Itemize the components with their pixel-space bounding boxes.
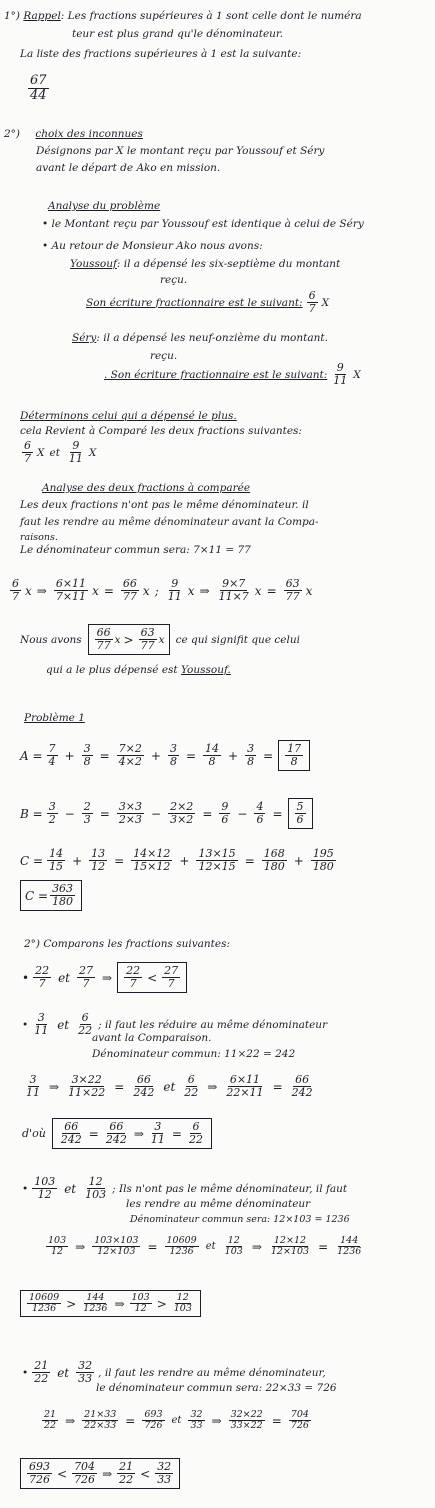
denominator: 77 bbox=[285, 590, 300, 603]
denominator: 12 bbox=[37, 1188, 52, 1201]
denominator: 3×2 bbox=[170, 813, 194, 826]
numerator: 9 bbox=[171, 577, 179, 590]
fraction bbox=[24, 1074, 42, 1099]
fraction bbox=[82, 743, 93, 768]
denominator: 6 bbox=[296, 813, 304, 826]
choix-label: choix des inconnues bbox=[35, 128, 143, 140]
fraction bbox=[162, 965, 180, 990]
revient-text: cela Revient à Comparé les deux fractions suivantes: bbox=[20, 425, 302, 437]
denominator: 22 bbox=[184, 1086, 199, 1099]
fraction bbox=[54, 578, 88, 603]
compare-1: • $\frac{22}{7}$ et $\frac{27}{7}$ ⇒ $\frac{22}{7}$ < $\frac{27}{7}$ bbox=[22, 962, 187, 993]
denominator: 1236 bbox=[32, 1303, 57, 1314]
fraction bbox=[77, 965, 95, 990]
fraction bbox=[295, 801, 306, 826]
numerator: 144 bbox=[340, 1235, 359, 1246]
denominator: 7 bbox=[38, 977, 46, 990]
numerator: 66 bbox=[136, 1073, 151, 1086]
fraction bbox=[81, 1293, 109, 1314]
denominator: 103 bbox=[224, 1246, 243, 1257]
denominator: 7 bbox=[308, 302, 316, 315]
fraction bbox=[66, 1074, 107, 1099]
denominator: 44 bbox=[30, 88, 47, 103]
denominator: 11 bbox=[26, 1086, 40, 1099]
numerator: 21×33 bbox=[84, 1409, 117, 1420]
compare-3-header: • $\frac{103}{12}$ et $\frac{12}{103}$ ; Ils n'ont pas le même dénominateur, il faut bbox=[22, 1175, 348, 1201]
numerator: 21 bbox=[44, 1409, 57, 1420]
denominator: 7 bbox=[167, 977, 175, 990]
numerator: 3×22 bbox=[71, 1073, 102, 1086]
compare-2-equation: $\frac{3}{11}$ ⇒ $\frac{3\times 22}{11\times 22}$ = $\frac{66}{242}$ et $\frac{6}{22}$ ⇒ $\frac{6\times 11}{22\times 11}$ = $\frac{66}{242}$ bbox=[26, 1073, 313, 1099]
fraction bbox=[83, 1176, 108, 1201]
numerator: 12 bbox=[176, 1292, 189, 1303]
denominator: 7 bbox=[12, 590, 19, 603]
rappel-text-1: : Les fractions supérieures à 1 sont celle dont le numéra bbox=[60, 10, 362, 22]
denominator: 12×103 bbox=[97, 1246, 136, 1257]
denominator: 2×3 bbox=[118, 813, 143, 826]
numerator: 693 bbox=[144, 1409, 163, 1420]
fraction bbox=[172, 1293, 194, 1314]
fraction bbox=[168, 743, 179, 768]
denominator: 8 bbox=[83, 755, 91, 768]
fraction bbox=[32, 1176, 57, 1201]
numerator: 32×22 bbox=[230, 1409, 263, 1420]
denominator: 726 bbox=[29, 1473, 50, 1486]
denominator: 12 bbox=[91, 860, 106, 873]
denominator: 1236 bbox=[83, 1303, 108, 1314]
numerator: 13×15 bbox=[198, 847, 236, 860]
fraction bbox=[59, 1121, 84, 1146]
fraction bbox=[104, 1121, 129, 1146]
result-box: $\frac{10609}{1236}$ > $\frac{144}{1236}$ ⇒ $\frac{103}{12}$ > $\frac{12}{103}$ bbox=[20, 1290, 201, 1317]
compare-3-text-3: Dénominateur commun sera: 12×103 = 1236 bbox=[130, 1214, 350, 1225]
analyse-2-heading: Analyse des deux fractions à comparée bbox=[42, 482, 251, 494]
denominator: 6 bbox=[221, 813, 229, 826]
compare-2-text-2: avant la Comparaison. bbox=[92, 1032, 212, 1044]
fraction bbox=[166, 578, 184, 603]
fraction bbox=[149, 1121, 167, 1146]
numerator: 32 bbox=[78, 1359, 93, 1372]
numerator: 195 bbox=[312, 847, 334, 860]
fraction bbox=[139, 627, 157, 652]
denominator: 1236 bbox=[169, 1246, 194, 1257]
denominator: 726 bbox=[144, 1420, 163, 1431]
fraction bbox=[335, 1236, 363, 1257]
denominator: 242 bbox=[60, 1133, 82, 1146]
numerator: 3×3 bbox=[118, 800, 143, 813]
denominator: 7 bbox=[24, 452, 31, 465]
denominator: 242 bbox=[291, 1086, 313, 1099]
youssouf-fraction-line: Son écriture fractionnaire est le suivant: $\frac{6}{7}$ X bbox=[86, 289, 330, 315]
fraction bbox=[203, 743, 221, 768]
denominator: 103 bbox=[85, 1188, 107, 1201]
numerator: 13 bbox=[91, 847, 106, 860]
fraction bbox=[95, 627, 113, 652]
numerator: 6×11 bbox=[55, 577, 87, 590]
fraction bbox=[285, 743, 303, 768]
fraction bbox=[28, 74, 49, 103]
compare-4-result bbox=[20, 1458, 180, 1489]
analyse-2-text-1: Les deux fractions n'ont pas le même dénominateur. il bbox=[20, 499, 309, 511]
denominator: 33×22 bbox=[230, 1420, 263, 1431]
numerator: 7 bbox=[48, 742, 56, 755]
denominator: 33 bbox=[157, 1473, 172, 1486]
numerator: 6×11 bbox=[229, 1073, 261, 1086]
compare-4-equation: $\frac{21}{22}$ ⇒ $\frac{21\times 33}{22\times 33}$ = $\frac{693}{726}$ et $\frac{32}{33}$ ⇒ $\frac{32\times 22}{33\times 22}$ = $\frac{704}{726}$ bbox=[44, 1409, 309, 1431]
fraction bbox=[33, 965, 51, 990]
section-1-heading bbox=[4, 10, 362, 22]
numerator: 2×2 bbox=[170, 800, 194, 813]
fraction bbox=[47, 743, 58, 768]
numerator: 6 bbox=[81, 1011, 89, 1024]
numerator: 103×103 bbox=[94, 1235, 139, 1246]
denominator: 11×7 bbox=[218, 590, 249, 603]
section-number: 1°) bbox=[4, 10, 21, 22]
denominator: 4×2 bbox=[118, 755, 142, 768]
result-box: $\frac{66}{242}$ = $\frac{66}{242}$ ⇒ $\frac{3}{11}$ = $\frac{6}{22}$ bbox=[52, 1118, 212, 1149]
fraction bbox=[72, 1461, 97, 1486]
numerator: 4 bbox=[256, 800, 264, 813]
equation-B: B = $\frac{3}{2}$ − $\frac{2}{3}$ = $\frac{3\times 3}{2\times 3}$ − $\frac{2\times 2}{3\times 2}$ = $\frac{9}{6}$ − $\frac{4}{6}$ = $\frac{5}{6}$ bbox=[20, 798, 313, 829]
numerator: 32 bbox=[157, 1460, 172, 1473]
fraction bbox=[50, 883, 75, 908]
recu-text-2: reçu. bbox=[150, 350, 178, 362]
fraction bbox=[47, 848, 65, 873]
common-denominator-text: Le dénominateur commun sera: 7×11 = 77 bbox=[20, 544, 251, 556]
numerator: 12×12 bbox=[273, 1235, 307, 1246]
denominator: 180 bbox=[52, 895, 74, 908]
sery-line: Séry: il a dépensé les neuf-onzième du montant. bbox=[72, 332, 328, 344]
numerator: 12 bbox=[88, 1175, 103, 1188]
recu-text: reçu. bbox=[160, 274, 188, 286]
fraction bbox=[155, 1461, 173, 1486]
denominator: 1236 bbox=[337, 1246, 362, 1257]
denominator: 4 bbox=[48, 755, 56, 768]
numerator: 6 bbox=[308, 289, 316, 302]
denominator: 22 bbox=[34, 1372, 49, 1385]
numerator: 10609 bbox=[29, 1292, 60, 1303]
denominator: 3 bbox=[83, 813, 91, 826]
fraction bbox=[131, 1074, 156, 1099]
designons-text: Désignons par X le montant reçu par Youssouf et Séry bbox=[36, 145, 325, 157]
fraction bbox=[32, 1012, 50, 1037]
fraction bbox=[47, 801, 58, 826]
numerator: 3 bbox=[247, 742, 255, 755]
answer-youssouf: Youssouf. bbox=[181, 664, 231, 676]
fraction bbox=[142, 1410, 164, 1431]
denominator: 12×103 bbox=[270, 1246, 310, 1257]
numerator: 14×12 bbox=[133, 847, 171, 860]
fraction bbox=[27, 1293, 61, 1314]
compare-2-text-3: Dénominateur commun: 11×22 = 242 bbox=[92, 1048, 296, 1060]
denominator: 22 bbox=[119, 1473, 134, 1486]
denominator: 11 bbox=[150, 1133, 165, 1146]
denominator: 2 bbox=[48, 813, 56, 826]
fraction bbox=[46, 1236, 68, 1257]
compare-3-equation: $\frac{103}{12}$ ⇒ $\frac{103\times 103}{12\times 103}$ = $\frac{10609}{1236}$ et $\frac{12}{103}$ ⇒ $\frac{12\times 12}{12\times 103}$ = $\frac{144}{1236}$ bbox=[48, 1235, 362, 1257]
numerator: 2 bbox=[83, 800, 91, 813]
numerator: 17 bbox=[287, 742, 302, 755]
denominator: 11 bbox=[167, 590, 182, 603]
fraction bbox=[245, 743, 256, 768]
numerator: 66 bbox=[295, 1073, 310, 1086]
rappel-text-2: teur est plus grand qu'le dénominateur. bbox=[72, 28, 284, 40]
numerator: 3 bbox=[37, 1011, 45, 1024]
bullet-2: • Au retour de Monsieur Ako nous avons: bbox=[42, 240, 263, 252]
numerator: 9 bbox=[72, 439, 80, 452]
compare-3-result bbox=[20, 1290, 201, 1317]
denominator: 12 bbox=[134, 1303, 147, 1314]
fraction bbox=[219, 801, 230, 826]
fraction bbox=[182, 1074, 200, 1099]
numerator: 168 bbox=[263, 847, 285, 860]
denominator: 7 bbox=[129, 977, 137, 990]
fraction bbox=[165, 1236, 199, 1257]
numerator: 704 bbox=[74, 1460, 96, 1473]
result-C bbox=[20, 880, 82, 911]
denominator: 12 bbox=[51, 1246, 64, 1257]
numerator: 103 bbox=[34, 1175, 56, 1188]
denominator: 242 bbox=[133, 1086, 155, 1099]
fraction bbox=[217, 578, 251, 603]
youssouf-line: Youssouf: il a dépensé les six-septième du montant bbox=[70, 258, 341, 270]
fraction bbox=[76, 1360, 94, 1385]
result-box bbox=[288, 798, 313, 829]
numerator: 693 bbox=[29, 1460, 50, 1473]
fraction bbox=[168, 801, 195, 826]
numerator: 27 bbox=[164, 964, 179, 977]
numerator: 67 bbox=[30, 73, 47, 88]
fraction bbox=[117, 801, 144, 826]
numerator: 6 bbox=[192, 1120, 200, 1133]
denominator: 22 bbox=[188, 1133, 203, 1146]
numerator: 6 bbox=[187, 1073, 195, 1086]
fraction bbox=[124, 965, 142, 990]
fraction bbox=[67, 440, 85, 465]
denominator: 22 bbox=[78, 1024, 93, 1037]
denominator: 11 bbox=[34, 1024, 49, 1037]
denominator: 8 bbox=[208, 755, 216, 768]
result-box: $\frac{693}{726}$ < $\frac{704}{726}$ ⇒ $\frac{21}{22}$ < $\frac{32}{33}$ bbox=[20, 1458, 180, 1489]
numerator: 3 bbox=[154, 1120, 162, 1133]
denominator: 242 bbox=[105, 1133, 127, 1146]
section-2-heading: 2°) choix des inconnues bbox=[4, 128, 143, 140]
numerator: 363 bbox=[52, 882, 74, 895]
probleme-1-heading: Problème 1 bbox=[24, 712, 85, 724]
fraction bbox=[27, 1461, 52, 1486]
denominator: 15 bbox=[49, 860, 64, 873]
numerator: 6 bbox=[12, 577, 19, 590]
numerator: 7×2 bbox=[118, 742, 142, 755]
denominator: 103 bbox=[173, 1303, 192, 1314]
equation-row: $\frac{6}{7}$ x ⇒ $\frac{6\times 11}{7\times 11}$ x = $\frac{66}{77}$ x ; $\frac{9}{11}$ x ⇒ $\frac{9\times 7}{11\times 7}$ x = $\frac{63}{77}$ x bbox=[12, 577, 313, 603]
numerator: 22 bbox=[126, 964, 141, 977]
numerator: 3 bbox=[29, 1073, 37, 1086]
fraction bbox=[188, 1410, 204, 1431]
numerator: 9 bbox=[221, 800, 229, 813]
answer-fraction bbox=[26, 74, 51, 103]
numerator: 66 bbox=[96, 626, 111, 639]
denominator: 22×33 bbox=[84, 1420, 117, 1431]
denominator: 11 bbox=[68, 452, 83, 465]
fraction bbox=[187, 1121, 205, 1146]
fraction bbox=[284, 578, 302, 603]
denominator: 77 bbox=[96, 639, 111, 652]
fraction bbox=[121, 578, 139, 603]
determinons-heading: Déterminons celui qui a dépensé le plus. bbox=[20, 410, 237, 422]
numerator: 27 bbox=[79, 964, 94, 977]
denominator: 6 bbox=[256, 813, 264, 826]
numerator: 21 bbox=[34, 1359, 49, 1372]
denominator: 11 bbox=[333, 374, 348, 387]
numerator: 103 bbox=[131, 1292, 150, 1303]
numerator: 10609 bbox=[166, 1235, 197, 1246]
numerator: 63 bbox=[140, 626, 155, 639]
rappel-label: Rappel bbox=[23, 10, 61, 22]
youssouf-label: Youssouf bbox=[70, 258, 117, 270]
rappel-text-3: La liste des fractions supérieures à 1 est la suivante: bbox=[20, 48, 302, 60]
numerator: 32 bbox=[190, 1409, 203, 1420]
denominator: 77 bbox=[140, 639, 155, 652]
comparons-heading: 2°) Comparons les fractions suivantes: bbox=[24, 938, 231, 950]
fraction bbox=[307, 290, 318, 315]
fraction bbox=[22, 440, 33, 465]
fraction bbox=[223, 1236, 245, 1257]
denominator: 33 bbox=[190, 1420, 203, 1431]
numerator: 66 bbox=[109, 1120, 124, 1133]
numerator: 9 bbox=[336, 361, 344, 374]
fraction bbox=[10, 578, 21, 603]
denominator: 22×11 bbox=[226, 1086, 264, 1099]
numerator: 5 bbox=[296, 800, 304, 813]
fraction bbox=[92, 1236, 140, 1257]
numerator: 21 bbox=[119, 1460, 134, 1473]
denominator: 7 bbox=[82, 977, 90, 990]
result-box: $\frac{66}{77}$ x > $\frac{63}{77}$ x bbox=[88, 624, 170, 655]
avant-text: avant le départ de Ako en mission. bbox=[36, 162, 221, 174]
bullet-1: • le Montant reçu par Youssouf est identique à celui de Séry bbox=[42, 218, 364, 230]
analyse-heading: Analyse du problème bbox=[48, 200, 161, 212]
compare-4-header: • $\frac{21}{22}$ et $\frac{32}{33}$ , il faut les rendre au même dénominateur, bbox=[22, 1359, 326, 1385]
fraction bbox=[196, 848, 237, 873]
denominator: 22 bbox=[44, 1420, 57, 1431]
numerator: 3 bbox=[83, 742, 91, 755]
compare-3-text-2: les rendre au même dénominateur bbox=[126, 1198, 311, 1210]
numerator: 66 bbox=[64, 1120, 79, 1133]
denominator: 33 bbox=[78, 1372, 93, 1385]
compare-2-result: d'où $\frac{66}{242}$ = $\frac{66}{242}$ ⇒ $\frac{3}{11}$ = $\frac{6}{22}$ bbox=[22, 1118, 212, 1149]
analyse-2-text-2: faut les rendre au même dénominateur avant la Compa- bbox=[20, 516, 319, 528]
numerator: 3 bbox=[48, 800, 56, 813]
two-fractions: $\frac{6}{7}$ X et $\frac{9}{11}$ X bbox=[24, 439, 97, 465]
fraction bbox=[331, 362, 349, 387]
numerator: 63 bbox=[285, 577, 300, 590]
denominator: 15×12 bbox=[133, 860, 171, 873]
denominator: 7×11 bbox=[55, 590, 87, 603]
fraction bbox=[311, 848, 336, 873]
fraction bbox=[82, 801, 93, 826]
denominator: 180 bbox=[263, 860, 285, 873]
denominator: 77 bbox=[122, 590, 137, 603]
numerator: 704 bbox=[290, 1409, 309, 1420]
sery-fraction-line: . Son écriture fractionnaire est le suivant: $\frac{9}{11}$ X bbox=[104, 361, 361, 387]
numerator: 14 bbox=[205, 742, 220, 755]
numerator: 144 bbox=[86, 1292, 105, 1303]
denominator: 8 bbox=[169, 755, 177, 768]
conclusion-row: Nous avons $\frac{66}{77}$ x > $\frac{63}{77}$ x ce qui signifit que celui bbox=[20, 624, 300, 655]
numerator: 12 bbox=[227, 1235, 240, 1246]
numerator: 3 bbox=[169, 742, 177, 755]
fraction bbox=[117, 1461, 135, 1486]
fraction bbox=[262, 848, 287, 873]
fraction bbox=[290, 1074, 315, 1099]
sery-label: Séry bbox=[72, 332, 97, 344]
fraction bbox=[254, 801, 265, 826]
fraction bbox=[82, 1410, 118, 1431]
denominator: 8 bbox=[290, 755, 298, 768]
numerator: 6 bbox=[24, 439, 31, 452]
result-box bbox=[278, 740, 310, 771]
fraction bbox=[269, 1236, 311, 1257]
numerator: 103 bbox=[48, 1235, 67, 1246]
analyse-2-text-3: raisons. bbox=[20, 532, 58, 543]
result-box: $\frac{22}{7}$ < $\frac{27}{7}$ bbox=[117, 962, 187, 993]
denominator: 12×15 bbox=[198, 860, 236, 873]
fraction bbox=[89, 848, 107, 873]
numerator: 66 bbox=[122, 577, 137, 590]
fraction bbox=[130, 1293, 152, 1314]
denominator: 726 bbox=[74, 1473, 96, 1486]
fraction bbox=[224, 1074, 265, 1099]
denominator: 8 bbox=[247, 755, 255, 768]
equation-A: A = $\frac{7}{4}$ + $\frac{3}{8}$ = $\frac{7\times 2}{4\times 2}$ + $\frac{3}{8}$ = $\frac{14}{8}$ + $\frac{3}{8}$ = $\frac{17}{8}$ bbox=[20, 740, 310, 771]
fraction bbox=[289, 1410, 311, 1431]
fraction bbox=[131, 848, 172, 873]
denominator: 11×22 bbox=[68, 1086, 106, 1099]
result-box: C = $\frac{363}{180}$ bbox=[20, 880, 82, 911]
numerator: 14 bbox=[49, 847, 64, 860]
compare-2-header: • $\frac{3}{11}$ et $\frac{6}{22}$ ; il faut les réduire au même dénominateur bbox=[22, 1011, 328, 1037]
fraction bbox=[229, 1410, 265, 1431]
denominator: 180 bbox=[312, 860, 334, 873]
equation-C: C = $\frac{14}{15}$ + $\frac{13}{12}$ = $\frac{14\times 12}{15\times 12}$ + $\frac{13\times 15}{12\times 15}$ = $\frac{168}{180}$ + $\frac{195}{180}$ bbox=[20, 847, 334, 873]
denominator: 726 bbox=[290, 1420, 309, 1431]
fraction bbox=[117, 743, 144, 768]
fraction bbox=[32, 1360, 50, 1385]
compare-4-text-2: le dénominateur commun sera: 22×33 = 726 bbox=[96, 1382, 337, 1394]
conclusion-line-2: qui a le plus dépensé est Youssouf. bbox=[46, 664, 231, 676]
fraction bbox=[42, 1410, 58, 1431]
numerator: 9×7 bbox=[222, 577, 246, 590]
numerator: 22 bbox=[35, 964, 50, 977]
